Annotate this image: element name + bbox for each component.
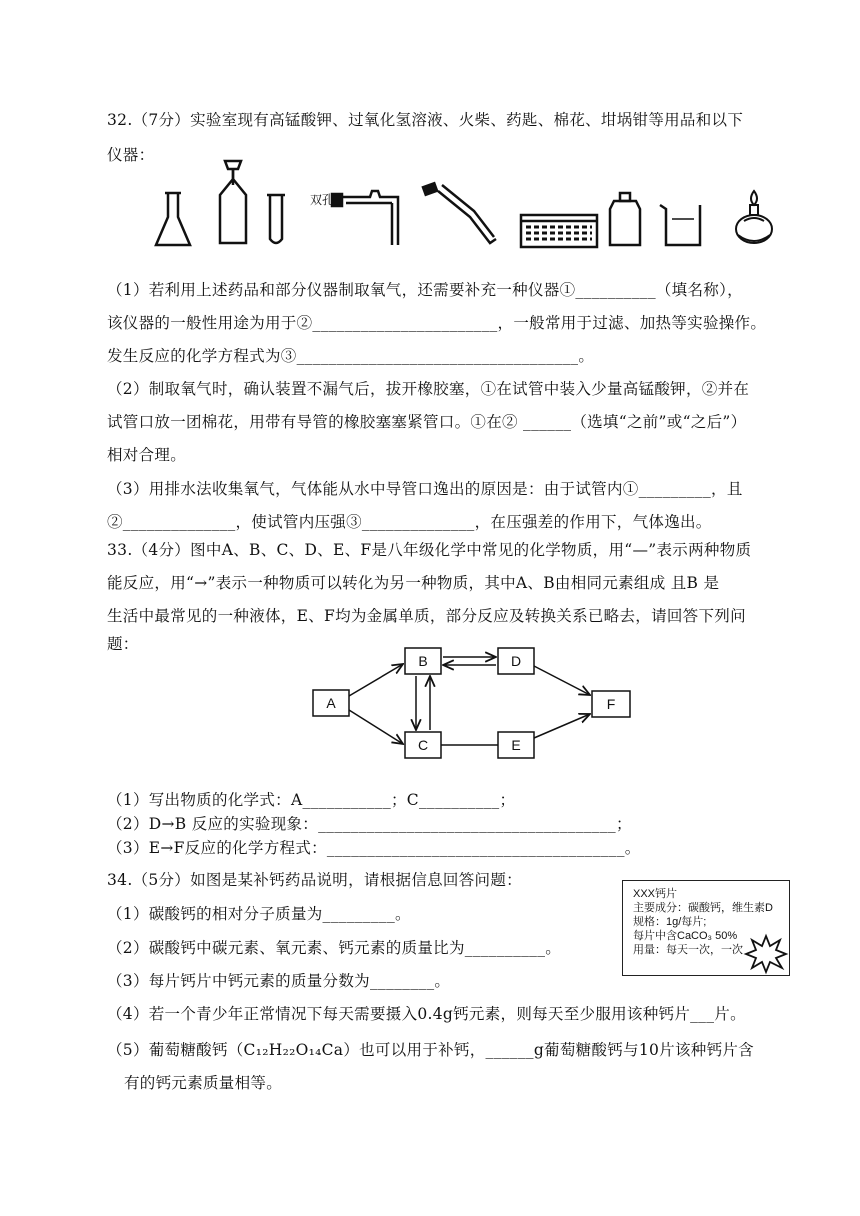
long-neck-funnel-icon	[220, 161, 246, 243]
node-f-label: F	[606, 696, 616, 712]
water-trough-icon	[521, 215, 597, 247]
node-c-label: C	[417, 737, 429, 753]
q34-p5-line1: （5）葡萄糖酸钙（C₁₂H₂₂O₁₄Ca）也可以用于补钙，______g葡萄糖酸钙与10片该种钙片含	[107, 1041, 754, 1059]
node-e-label: E	[511, 737, 521, 753]
q33-p2: （2）D→B 反应的实验现象：_____________________________________；	[107, 815, 632, 833]
q33-p1: （1）写出物质的化学式：A___________；C__________；	[107, 791, 516, 809]
q32-p2-line3: 相对合理。	[107, 446, 187, 464]
double-hole-label: 双孔	[310, 193, 335, 207]
q32-p1-line2: 该仪器的一般性用途为用于②_______________________，一般常用于过滤、加热等实验操作。	[107, 314, 767, 332]
q34-p3: （3）每片钙片中钙元素的质量分数为________。	[107, 972, 451, 990]
label-ingredients: 主要成分：碳酸钙，维生素D	[633, 902, 773, 914]
lab-apparatus-figure	[0, 155, 860, 255]
stopper-delivery-tube-icon	[332, 191, 398, 245]
q32-p3-line1: （3）用排水法收集氧气，气体能从水中导管口逸出的原因是：由于试管内①_________，且	[107, 480, 743, 498]
alcohol-lamp-icon	[736, 191, 772, 243]
edge-d-f	[534, 666, 590, 695]
q33-stem-line1: 33.（4分）图中A、B、C、D、E、F是八年级化学中常见的化学物质，用“—”表示两种物质	[107, 541, 752, 559]
q33-stem-line3: 生活中最常见的一种液体，E、F均为金属单质，部分反应及转换关系已略去，请回答下列问	[107, 607, 746, 625]
q32-stem-line1: 32.（7分）实验室现有高锰酸钾、过氧化氢溶液、火柴、药匙、棉花、坩埚钳等用品和以下	[107, 111, 744, 129]
q32-p1-line1: （1）若利用上述药品和部分仪器制取氧气，还需要补充一种仪器①__________（填名称），	[107, 281, 743, 299]
q32-p1-line3: 发生反应的化学方程式为③___________________________________。	[107, 347, 595, 365]
beaker-icon	[660, 205, 700, 245]
edge-e-f	[534, 714, 590, 738]
torn-corner-icon	[746, 934, 786, 974]
conical-flask-icon	[156, 193, 190, 245]
label-spec: 规格：1g/每片;	[633, 916, 707, 928]
bent-delivery-tube-icon	[423, 183, 496, 243]
q33-stem-line4: 题：	[107, 635, 139, 653]
q33-stem-line2: 能反应，用“→”表示一种物质可以转化为另一种物质，其中A、B由相同元素组成 且B 是	[107, 574, 720, 592]
q34-p1: （1）碳酸钙的相对分子质量为_________。	[107, 905, 411, 923]
q34-p5-line2: 有的钙元素质量相等。	[124, 1074, 283, 1092]
q32-p2-line1: （2）制取氧气时，确认装置不漏气后，拔开橡胶塞，①在试管中装入少量高锰酸钾，②并在	[107, 380, 750, 398]
q32-p2-line2: 试管口放一团棉花，用带有导管的橡胶塞塞紧管口。①在② ______（选填“之前”或“之后”）	[107, 413, 747, 431]
q34-stem: 34.（5分）如图是某补钙药品说明，请根据信息回答问题：	[107, 871, 522, 889]
q33-p3: （3）E→F反应的化学方程式：_____________________________________。	[107, 839, 641, 857]
q34-p2: （2）碳酸钙中碳元素、氧元素、钙元素的质量比为__________。	[107, 939, 562, 957]
relation-diagram	[0, 648, 860, 768]
edge-a-c	[349, 710, 403, 744]
node-a-label: A	[326, 695, 336, 711]
label-content: 每片中含CaCO₃ 50%	[633, 930, 738, 942]
q32-p3-line2: ②______________，使试管内压强③______________，在压强差的作用下，气体逸出。	[107, 513, 712, 531]
q34-p4: （4）若一个青少年正常情况下每天需要摄入0.4g钙元素，则每天至少服用该种钙片___片。	[107, 1005, 746, 1023]
label-title: XXX钙片	[633, 888, 678, 900]
node-d-label: D	[510, 653, 522, 669]
edge-a-b	[349, 664, 403, 696]
q32-stem-line2: 仪器：	[107, 146, 155, 164]
node-b-label: B	[418, 653, 428, 669]
label-usage: 用量：每天一次，一次	[633, 944, 743, 956]
test-tube-icon	[267, 195, 285, 243]
gas-collecting-bottle-icon	[610, 193, 640, 245]
